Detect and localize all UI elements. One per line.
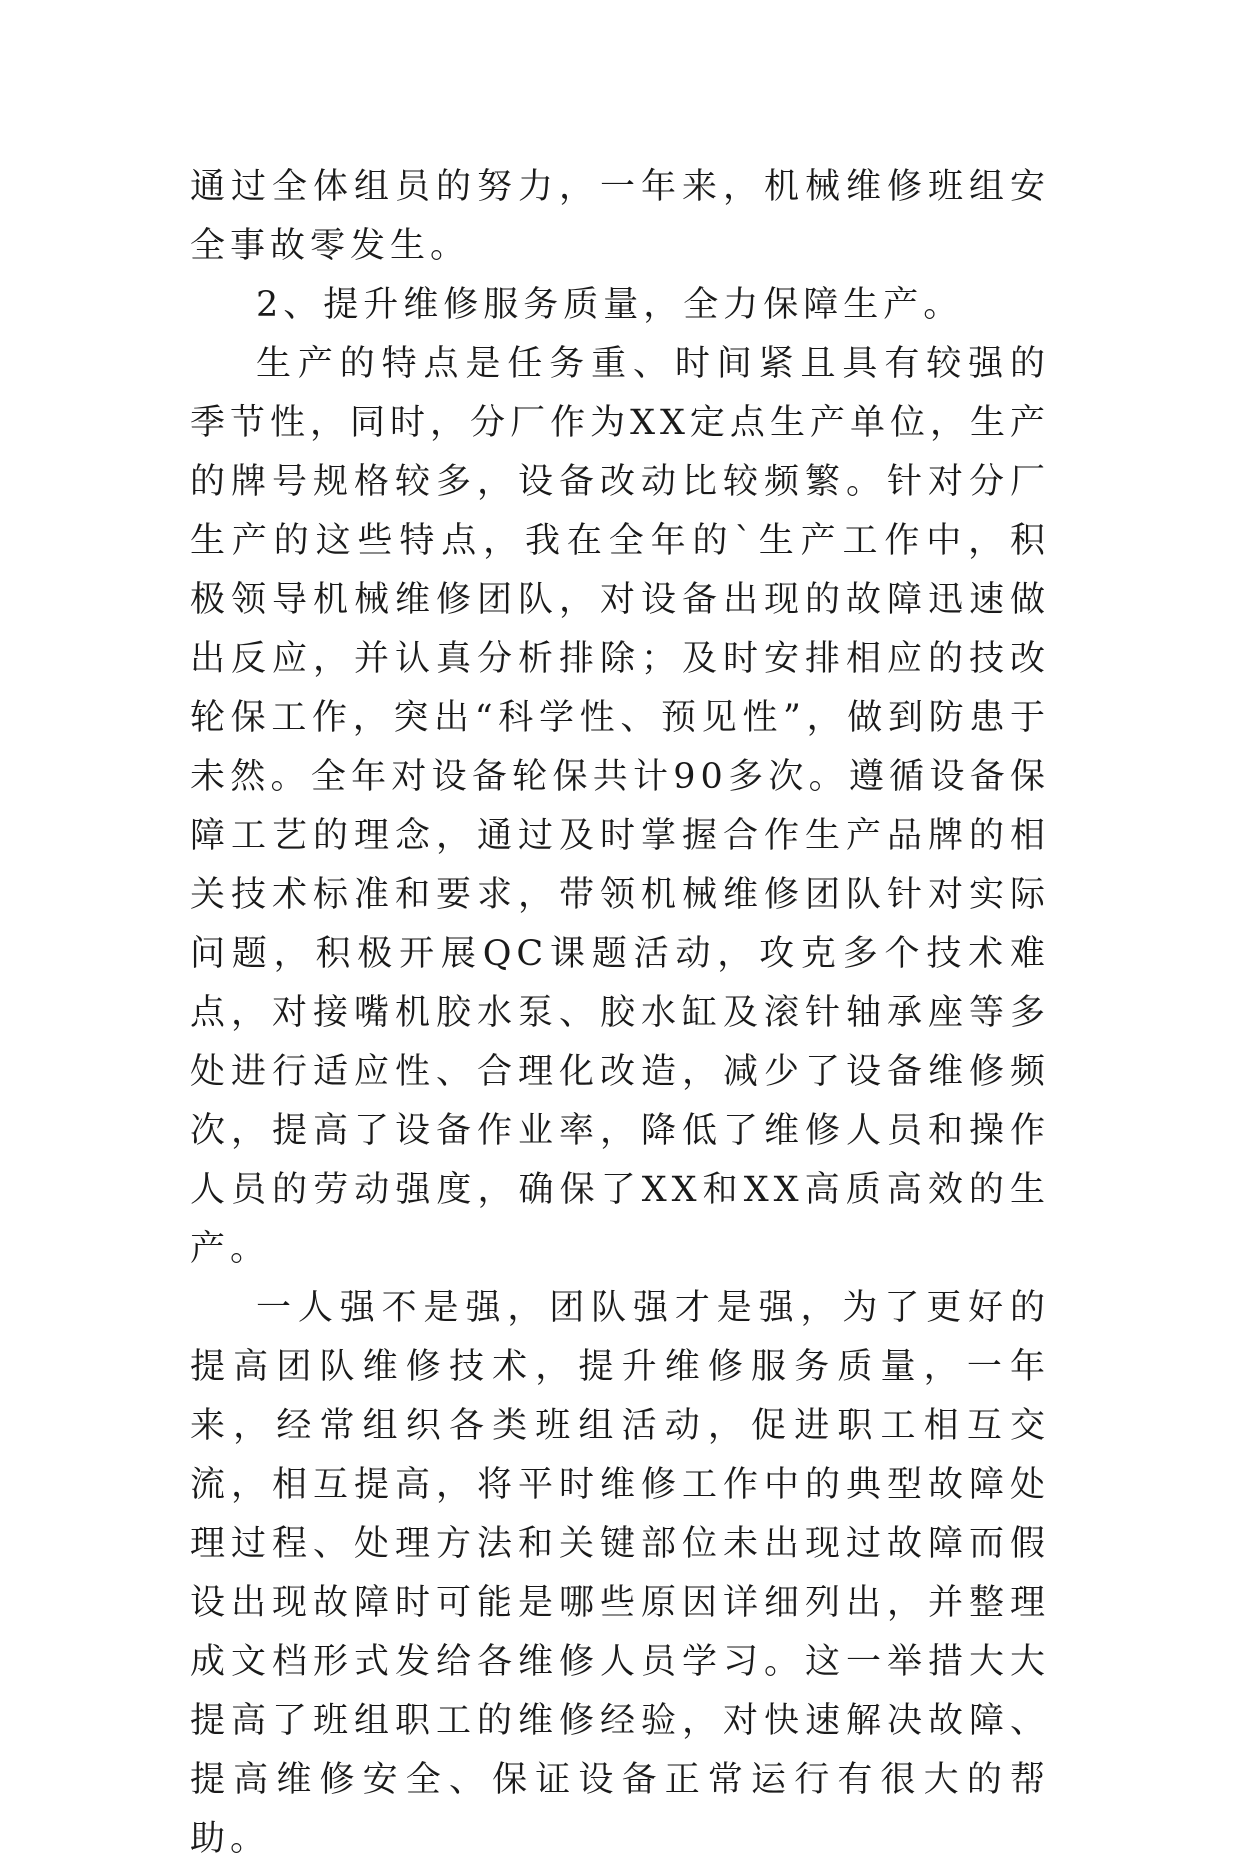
paragraph-continuation: 通过全体组员的努力，一年来，机械维修班组安全事故零发生。 xyxy=(190,167,1050,266)
paragraph-production: 生产的特点是任务重、时间紧且具有较强的季节性，同时，分厂作为XX定点生产单位，生产的牌号规格较多，设备改动比较频繁。针对分厂生产的这些特点，我在全年的`生产工作中，积极领导机械维修团队，对设备出现的故障迅速做出反应，并认真分析排除；及时安排相应的技改轮保工作，突出“科学性、预见性”，做到防患于未然。全年对设备轮保共计90多次。遵循设备保障工艺的理念，通过及时掌握合作生产品牌的相关技术标准和要求，带领机械维修团队针对实际问题，积极开展QC课题活动，攻克多个技术难点，对接嘴机胶水泵、胶水缸及滚针轴承座等多处进行适应性、合理化改造，减少了设备维修频次，提高了设备作业率，降低了维修人员和操作人员的劳动强度，确保了XX和XX高质高效的生产。 xyxy=(190,344,1050,1269)
paragraph-teamwork: 一人强不是强，团队强才是强，为了更好的提高团队维修技术，提升维修服务质量，一年来，经常组织各类班组活动，促进职工相互交流，相互提高，将平时维修工作中的典型故障处理过程、处理方法和关键部位未出现过故障而假设出现故障时可能是哪些原因详细列出，并整理成文档形式发给各维修人员学习。这一举措大大提高了班组职工的维修经验，对快速解决故障、提高维修安全、保证设备正常运行有很大的帮助。 xyxy=(190,1288,1050,1859)
document-body xyxy=(190,158,1050,1869)
section-heading: 2、提升维修服务质量，全力保障生产。 xyxy=(256,285,964,325)
